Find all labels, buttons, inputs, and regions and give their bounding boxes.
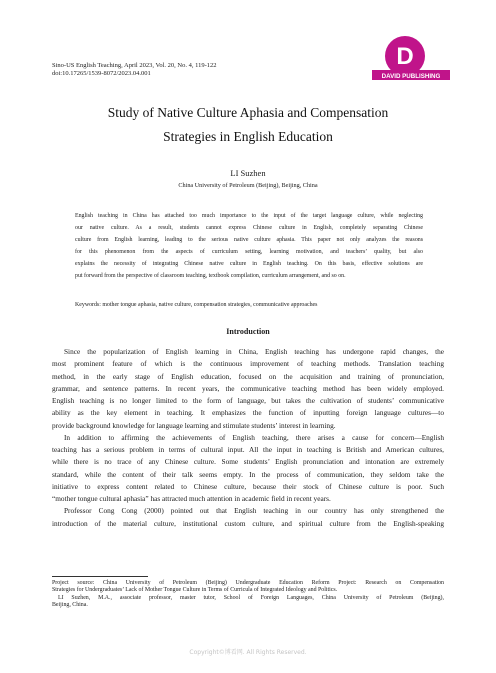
body-line: teaching has a serious problem in terms of cultural input. All the input in teaching is British and American cultures,: [52, 445, 444, 454]
body-line: most prominent feature of which is the continuous improvement of teaching methods. Translation teaching: [52, 359, 444, 369]
author-affiliation: China University of Petroleum (Beijing), Beijing, China: [178, 182, 318, 189]
logo-letter: D: [396, 43, 414, 70]
body-line: ability as the key element in teaching. It emphasizes the function of inputting foreign language cultures—to: [52, 408, 444, 418]
keywords-label: Keywords:: [75, 302, 101, 308]
keywords-text: mother tongue aphasia, native culture, compensation strategies, communicative approaches: [102, 302, 318, 308]
footnote-line: Strategies for Undergraduates’ Lack of Mother Tongue Culture in Terms of Curricula of Integrated Ideology and Politics.: [52, 587, 338, 594]
body-text: [52, 346, 444, 530]
abstract-line: for this phenomenon from the aspects of curriculum setting, learning motivation, and teachers’ quality, but also: [75, 249, 423, 256]
abstract-line: explains the necessity of integrating Chinese native culture in English teaching. On this basis, effective solutions are: [75, 261, 423, 268]
body-line: method, in the early stage of English education, focused on the acquisition and training of pronunciation,: [52, 371, 444, 381]
body-line: In addition to affirming the achievements of English teaching, there arises a cause for concern—English: [64, 432, 444, 442]
abstract-line: put forward from the perspective of classroom teaching, textbook compilation, curriculum arrangement, and so on.: [75, 273, 346, 280]
publisher-logo: [360, 34, 450, 94]
body-line: introduction of the material culture, institutional custom culture, and spiritual culture from the English-speaking: [52, 518, 444, 528]
body-line: initiative to express content related to Chinese culture, because their stock of Chinese culture is poor. Such: [52, 481, 444, 491]
journal-doi: doi:10.17265/1539-8072/2023.04.001: [52, 70, 151, 77]
abstract-line: English teaching in China has attached too much importance to the input of the target language culture, while neglecting: [75, 213, 423, 219]
body-line: “mother tongue cultural aphasia” has attracted much attention in academic field in recent years.: [52, 494, 331, 503]
footnotes: [52, 580, 444, 609]
body-line: provide background knowledge for language learning and stimulate students’ interest in learning.: [52, 420, 336, 430]
body-line: while there is no trace of any Chinese culture. Some students’ English pronunciation and intonation are extremely: [52, 457, 444, 467]
body-line: standard, while the content of their talk seems empty. In the process of communication, they seldom take the: [52, 469, 444, 479]
footnote-line: Project source: China University of Petroleum (Beijing) Undergraduate Education Reform Project: Research on Compensation: [52, 580, 444, 586]
abstract-line: culture from English learning, leading to the serious native culture aphasia. This paper not only analyzes the reasons: [75, 237, 423, 244]
journal-citation: Sino-US English Teaching, April 2023, Vol. 20, No. 4, 119-122: [52, 62, 217, 69]
footnote-line: LI Suzhen, M.A., associate professor, master tutor, School of Foreign Languages, China University of Petroleum (Beijing),: [58, 594, 444, 601]
section-heading: Introduction: [226, 327, 270, 336]
author-name: LI Suzhen: [230, 168, 266, 178]
footnote-divider: [52, 576, 148, 577]
journal-info: [52, 62, 312, 78]
logo-text: DAVID PUBLISHING: [381, 73, 441, 80]
body-line: Since the popularization of English learning in China, English teaching has undergone rapid changes, the: [64, 347, 444, 356]
title-line: Strategies in English Education: [163, 129, 333, 144]
body-line: Professor Cong Cong (2000) pointed out that English teaching in our country has only strengthened the: [64, 506, 444, 516]
body-line: English teaching is no longer limited to the form of language, but takes the cultivation of students’ communicative: [52, 396, 444, 405]
keywords: [75, 301, 423, 309]
paper-title: [60, 101, 436, 149]
abstract: [75, 210, 423, 283]
abstract-line: our native culture. As a result, students cannot express Chinese culture in English, completely separating Chinese: [75, 225, 423, 232]
title-line: Study of Native Culture Aphasia and Compensation: [107, 105, 389, 120]
footnote-line: Beijing, China.: [52, 601, 88, 608]
copyright-watermark: Copyright©博看网. All Rights Reserved.: [189, 649, 307, 656]
body-line: grammar, and sentence patterns. In recent years, the communicative teaching method has been widely employed.: [52, 383, 444, 393]
